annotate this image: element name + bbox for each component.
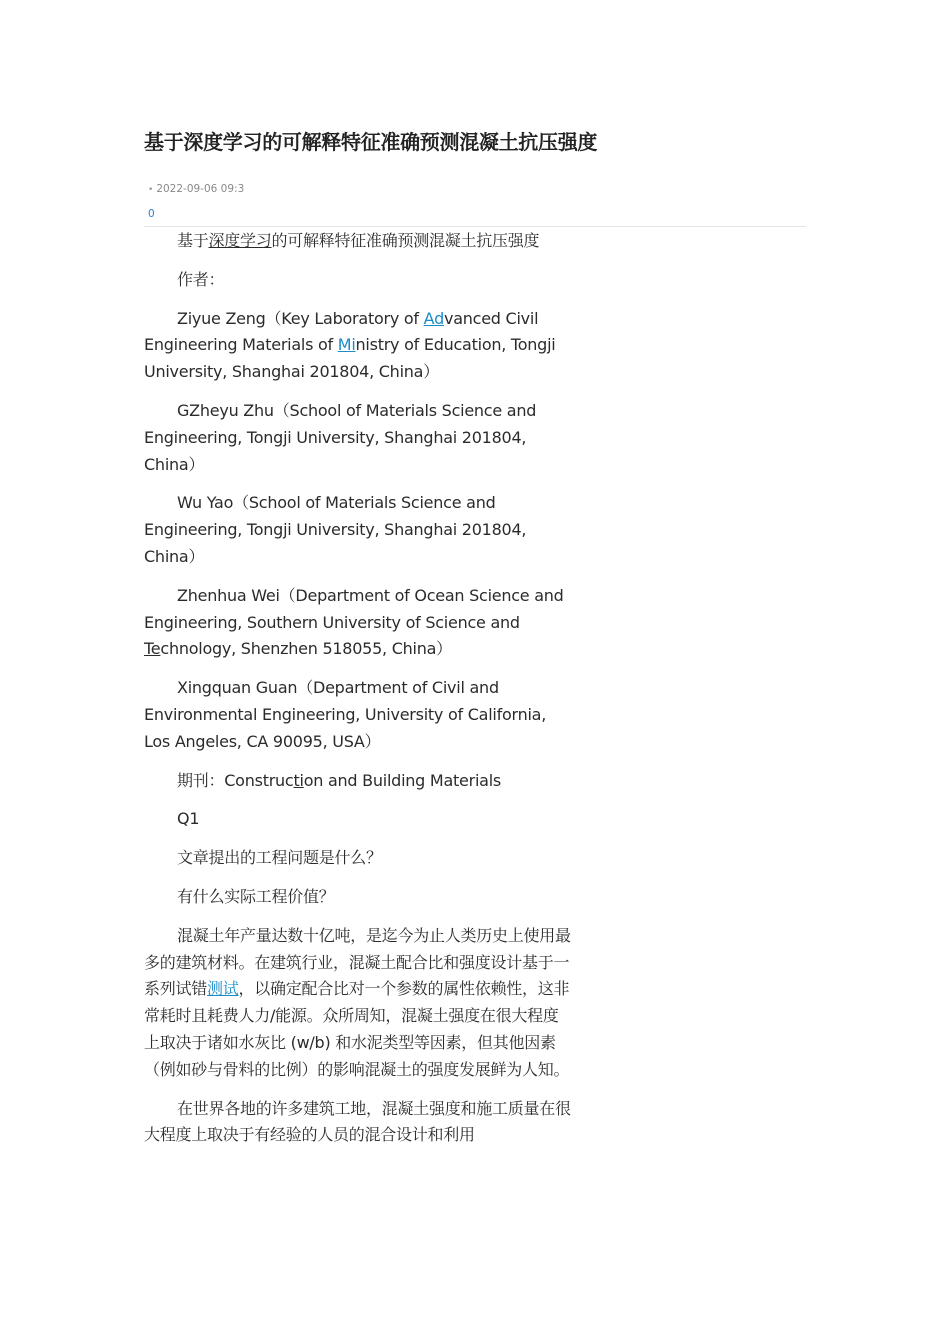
author-5: Xingquan Guan（Department of Civil and Environmental Engineering, University of California, Los Angeles, CA 90095, USA） <box>144 678 547 751</box>
page-title: 基于深度学习的可解释特征准确预测混凝土抗压强度 <box>144 130 598 154</box>
bullet-icon: • <box>148 185 154 195</box>
authors-label: 作者： <box>177 269 225 289</box>
article-body <box>144 228 574 1161</box>
body-paragraph-1: 混凝土年产量达数十亿吨，是迄今为止人类历史上使用最多的建筑材料。在建筑行业，混凝土配合比和强度设计基于一系列试错测试，以确定配合比对一个参数的属性依赖性，这非常耗时且耗费人力/能源。众所周知，混凝土强度在很大程度上取决于诸如水灰比 (w/b) 和水泥类型等因素，但其他因素（例如砂与骨料的比例）的影响混凝土的强度发展鲜为人知。 <box>144 925 571 1079</box>
author-3: Wu Yao（School of Materials Science and Engineering, Tongji University, Shanghai 201804, China） <box>144 493 527 566</box>
article-title-paragraph: 基于深度学习的可解释特征准确预测混凝土抗压强度 <box>177 231 540 250</box>
ministry-link[interactable]: Mi <box>337 335 356 355</box>
journal-rank: Q1 <box>177 809 200 829</box>
body-paragraph-2: 在世界各地的许多建筑工地，混凝土强度和施工质量在很大程度上取决于有经验的人员的混合设计和利用 <box>144 1098 571 1145</box>
test-link[interactable]: 测试 <box>207 979 239 999</box>
author-1: Ziyue Zeng（Key Laboratory of Advanced Civil Engineering Materials of Ministry of Education, Tongji University, Shanghai 201804, China） <box>144 308 556 382</box>
technology-link[interactable]: Te <box>144 639 161 659</box>
comment-count[interactable]: 0 <box>148 208 155 220</box>
question-1: 文章提出的工程问题是什么？ <box>177 848 382 868</box>
publish-date <box>148 181 244 198</box>
publish-date-text: 2022-09-06 09:3 <box>156 183 245 195</box>
advanced-link[interactable]: Ad <box>423 308 444 328</box>
journal-line: 期刊：Construction and Building Materials <box>177 770 501 790</box>
construction-link[interactable]: ti <box>293 770 304 790</box>
author-4: Zhenhua Wei（Department of Ocean Science and Engineering, Southern University of Science and Technology, Shenzhen 518055, China） <box>144 585 564 659</box>
question-2: 有什么实际工程价值？ <box>177 886 335 906</box>
deep-learning-link[interactable]: 深度学习 <box>208 231 272 250</box>
author-2: GZheyu Zhu（School of Materials Science and Engineering, Tongji University, Shanghai 201804, China） <box>144 400 537 474</box>
header-divider <box>144 226 806 227</box>
